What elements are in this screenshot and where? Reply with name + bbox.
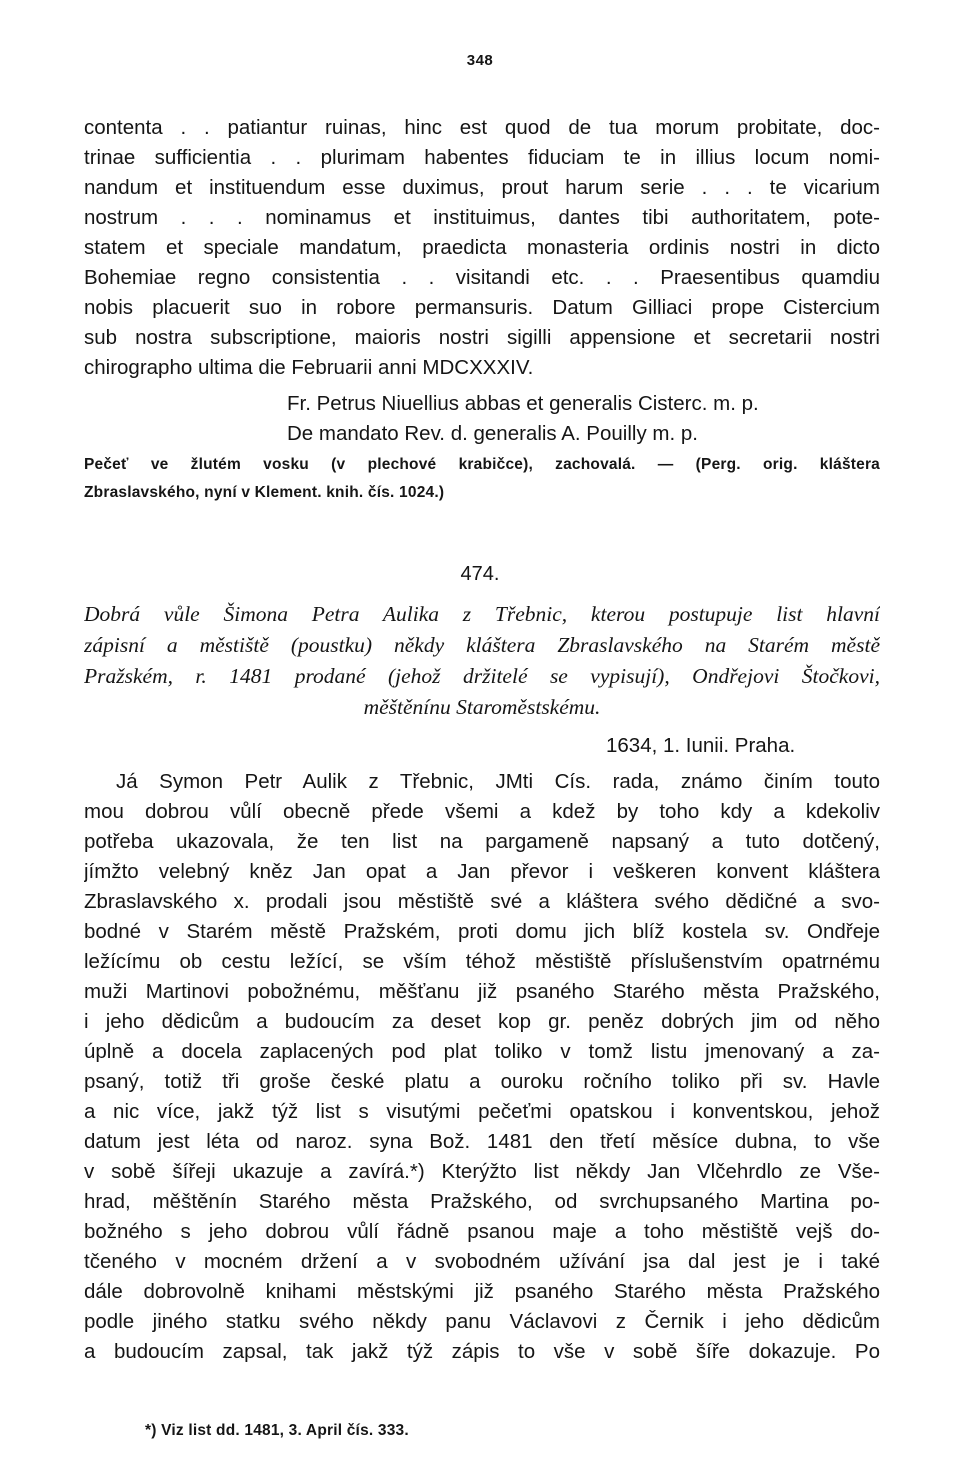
text-line: v sobě šířeji ukazuje a zavírá.*) Kterýžto list někdy Jan Vlčehrdlo ze Vše-: [84, 1160, 880, 1183]
text-line: i jeho dědicům a budoucím za deset kop gr. peněz dobrých jim od něho: [84, 1010, 880, 1033]
text-line: jímžto velebný kněz Jan opat a Jan převor i veškeren konvent kláštera: [84, 860, 880, 883]
note-line: Zbraslavského, nyní v Klement. knih. čís. 1024.): [84, 484, 445, 501]
document-number: 474.: [460, 563, 500, 585]
text-line: a nic více, jakž týž list s visutými pečeťmi opatskou i konventskou, jehož: [84, 1100, 880, 1123]
text-line: hrad, měštěnín Starého města Pražského, od svrchupsaného Martina po-: [84, 1190, 880, 1213]
text-line: podle jiného statku svého někdy panu Václavovi z Černik i jeho dědicům: [84, 1310, 880, 1333]
text-line: sub nostra subscriptione, maioris nostri sigilli appensione et secretarii nostri: [84, 326, 880, 349]
text-line: nobis placuerit suo in robore permansuris. Datum Gilliaci prope Cistercium: [84, 296, 880, 319]
footnote: *) Viz list dd. 1481, 3. April čís. 333.: [145, 1422, 409, 1439]
text-line: Já Symon Petr Aulik z Třebnic, JMti Cís. rada, známo činím touto: [116, 770, 880, 793]
text-line: úplně a docela zaplacených pod plat toliko v tomž listu jmenovaný a za-: [84, 1040, 880, 1063]
text-line: psaný, totiž tři groše české platu a ouroku ročního toliko při sv. Havle: [84, 1070, 880, 1093]
text-line: muži Martinovi pobožnému, měšťanu již psaného Starého města Pražského,: [84, 980, 880, 1003]
text-line: bodné v Starém městě Pražském, proti domu jich blíž kostela sv. Ondřeje: [84, 920, 880, 943]
text-line: contenta . . patiantur ruinas, hinc est quod de tua morum probitate, doc-: [84, 116, 880, 139]
date-place: 1634, 1. Iunii. Praha.: [606, 734, 796, 757]
text-line: potřeba ukazovala, že ten list na pargameně napsaný a tuto dotčený,: [84, 830, 880, 853]
text-line: mou dobrou vůlí obecně přede všemi a kdež by toho kdy a kdekoliv: [84, 800, 880, 823]
regest-line: zápisní a městiště (poustku) někdy kláštera Zbraslavského na Starém městě: [84, 633, 880, 657]
text-line: ležícímu ob cestu ležící, se vším téhož městiště příslušenstvím opatrnému: [84, 950, 880, 973]
signature-line: De mandato Rev. d. generalis A. Pouilly m. p.: [287, 422, 698, 445]
page-number: 348: [466, 52, 494, 69]
regest-line: měštěnínu Staroměstskému.: [363, 695, 601, 719]
text-line: a budoucím zapsal, tak jakž týž zápis to vše v sobě šíře dokazuje. Po: [84, 1340, 880, 1363]
text-line: nandum et instituendum esse duximus, prout harum serie . . . te vicarium: [84, 176, 880, 199]
regest-line: Dobrá vůle Šimona Petra Aulika z Třebnic, kterou postupuje list hlavní: [84, 602, 880, 626]
regest-line: Pražském, r. 1481 prodané (jehož držitelé se vypisují), Ondřejovi Štočkovi,: [84, 664, 880, 688]
text-line: božného s jeho dobrou vůlí řádně psanou maje a toho městiště vejš do-: [84, 1220, 880, 1243]
text-line: Zbraslavského x. prodali jsou městiště své a kláštera svého dědičné a svo-: [84, 890, 880, 913]
text-line: tčeného v mocném držení a v svobodném užívání jsa dal jest je i také: [84, 1250, 880, 1273]
text-line: statem et speciale mandatum, praedicta monasteria ordinis nostri in dicto: [84, 236, 880, 259]
text-line: Bohemiae regno consistentia . . visitandi etc. . . Praesentibus quamdiu: [84, 266, 880, 289]
text-line: nostrum . . . nominamus et instituimus, dantes tibi authoritatem, pote-: [84, 206, 880, 229]
text-line: dále dobrovolně knihami městskými již psaného Starého města Pražského: [84, 1280, 880, 1303]
note-line: Pečeť ve žlutém vosku (v plechové krabičce), zachovalá. — (Perg. orig. kláštera: [84, 456, 880, 473]
signature-line: Fr. Petrus Niuellius abbas et generalis Cisterc. m. p.: [287, 392, 759, 415]
text-line: datum jest léta od naroz. syna Bož. 1481 den třetí měsíce dubna, to vše: [84, 1130, 880, 1153]
text-line: trinae sufficientia . . plurimam habentes fiduciam te in illius locum nomi-: [84, 146, 880, 169]
text-line: chirographo ultima die Februarii anni MDCXXXIV.: [84, 356, 534, 379]
